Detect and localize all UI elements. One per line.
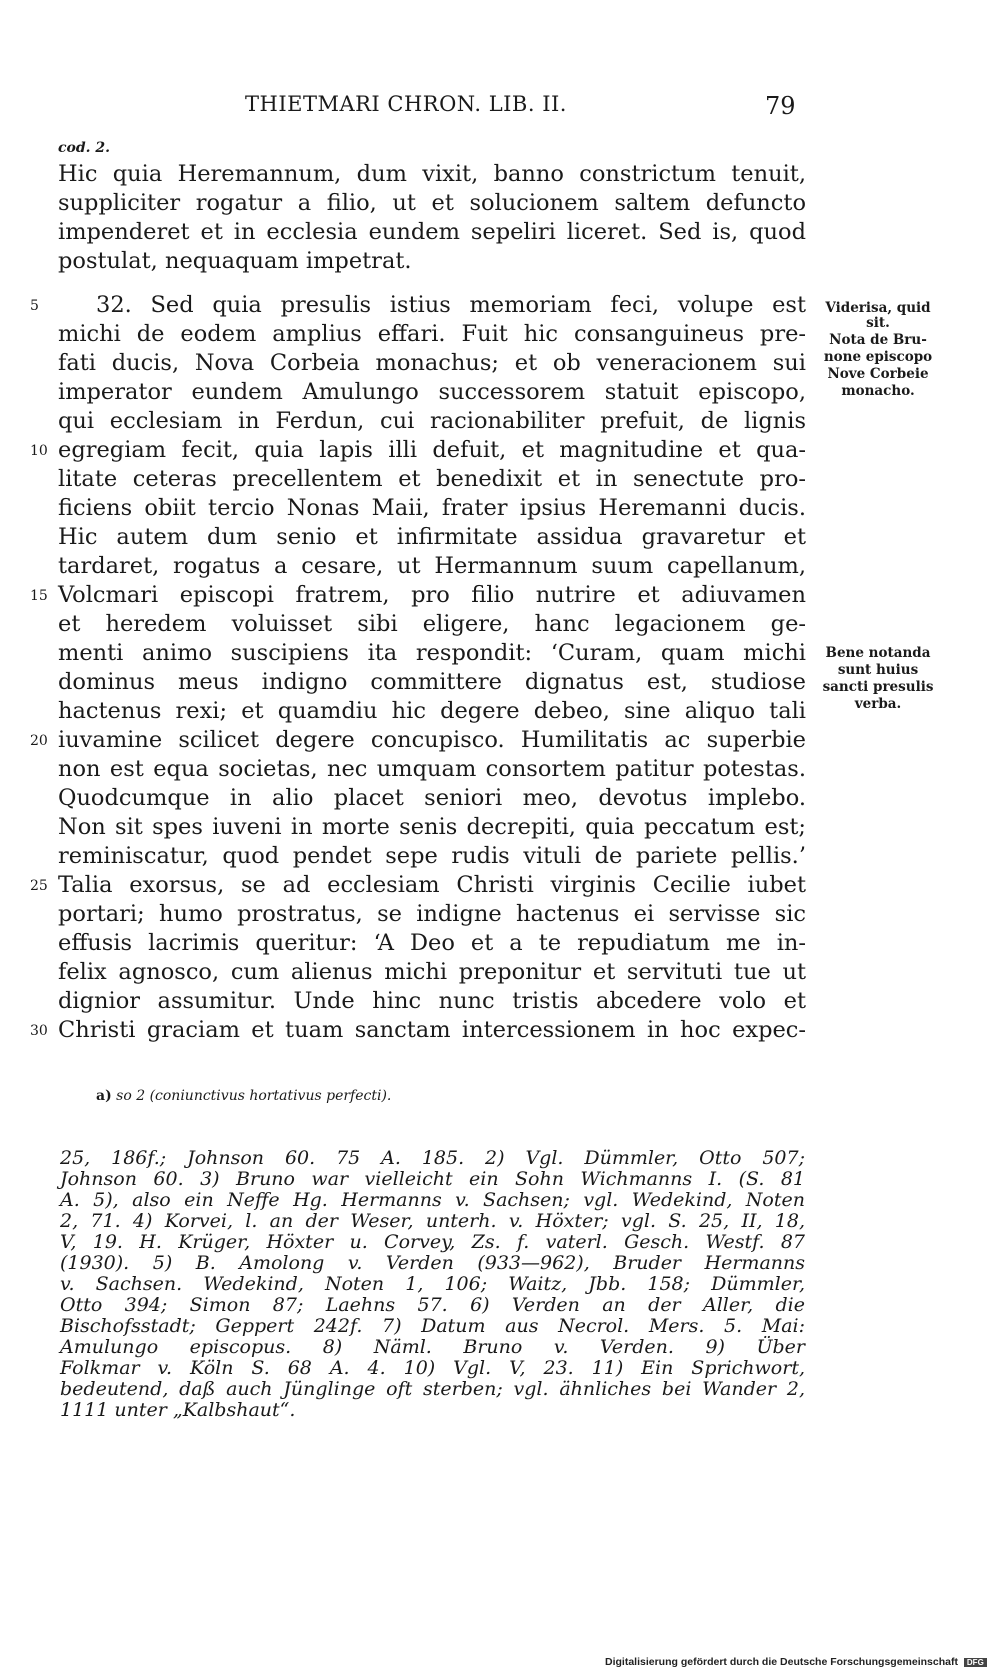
body-line: dominus meus indigno committere dignatus est, studiose bbox=[58, 669, 806, 695]
body-line: postulat, nequaquam impetrat. bbox=[58, 248, 412, 274]
line-number: 30 bbox=[30, 1023, 48, 1039]
margin-note-line: Bene notanda bbox=[825, 645, 931, 661]
page-number: 79 bbox=[765, 92, 796, 120]
margin-note-line: monacho. bbox=[841, 383, 915, 399]
body-line: dignior assumitur. Unde hinc nunc tristis abcedere volo et bbox=[58, 988, 806, 1014]
footnote-line: bedeutend, daß auch Jünglinge oft sterben; vgl. ähnliches bei Wander 2, bbox=[60, 1378, 805, 1400]
margin-note-line: sunt huius bbox=[837, 662, 919, 678]
margin-note-line: verba. bbox=[854, 696, 902, 712]
codex-label: cod. 2. bbox=[58, 140, 111, 156]
apparatus-note bbox=[96, 1088, 391, 1104]
line-number: 25 bbox=[30, 878, 48, 894]
body-line: egregiam fecit, quia lapis illi defuit, et magnitudine et qua- bbox=[58, 437, 806, 463]
line-number: 10 bbox=[30, 443, 48, 459]
footnote-line: Johnson 60. 3) Bruno war vielleicht ein Sohn Wichmanns I. (S. 81 bbox=[60, 1168, 805, 1190]
body-line: iuvamine scilicet degere concupisco. Humilitatis ac superbie bbox=[58, 727, 806, 753]
body-line: imperator eundem Amulungo successorem statuit episcopo, bbox=[58, 379, 806, 405]
body-line: portari; humo prostratus, se indigne hactenus ei servisse sic bbox=[58, 901, 806, 927]
footnote-line: Folkmar v. Köln S. 68 A. 4. 10) Vgl. V, 23. 11) Ein Sprichwort, bbox=[60, 1357, 805, 1379]
body-line: Hic quia Heremannum, dum vixit, banno constrictum tenuit, bbox=[58, 161, 806, 187]
body-line: Non sit spes iuveni in morte senis decrepiti, quia peccatum est; bbox=[58, 814, 806, 840]
footnote-line: Bischofsstadt; Geppert 242f. 7) Datum aus Necrol. Mers. 5. Mai: bbox=[60, 1315, 805, 1337]
dfg-logo: DFG bbox=[964, 1658, 987, 1667]
footnote-line: V, 19. H. Krüger, Höxter u. Corvey, Zs. f. vaterl. Gesch. Westf. 87 bbox=[60, 1231, 805, 1253]
footnote-line: Amulungo episcopus. 8) Näml. Bruno v. Verden. 9) Über bbox=[60, 1336, 805, 1358]
apparatus-text: so 2 (coniunctivus hortativus perfecti). bbox=[116, 1088, 392, 1104]
footnote-line: A. 5), also ein Neffe Hg. Hermanns v. Sachsen; vgl. Wedekind, Noten bbox=[60, 1189, 805, 1211]
body-line: michi de eodem amplius effari. Fuit hic consanguineus pre- bbox=[58, 321, 806, 347]
footnote-line: 1111 unter „Kalbshaut“. bbox=[60, 1399, 296, 1421]
margin-note-line: Nove Corbeie bbox=[827, 366, 929, 382]
body-line: impenderet et in ecclesia eundem sepeliri liceret. Sed is, quod bbox=[58, 219, 806, 245]
footnote-line: Otto 394; Simon 87; Laehns 57. 6) Verden an der Aller, die bbox=[60, 1294, 805, 1316]
margin-note-line: Nota de Bru- bbox=[829, 332, 927, 348]
body-line: fati ducis, Nova Corbeia monachus; et ob veneracionem sui bbox=[58, 350, 806, 376]
body-line: non est equa societas, nec umquam consortem patitur potestas. bbox=[58, 756, 806, 782]
body-line: reminiscatur, quod pendet sepe rudis vituli de pariete pellis.’ bbox=[58, 843, 806, 869]
body-line: felix agnosco, cum alienus michi preponitur et servituti tue ut bbox=[58, 959, 806, 985]
margin-note-viderisa: Viderisa, quid bbox=[825, 300, 931, 316]
apparatus-marker: a) bbox=[96, 1088, 112, 1104]
footnote-line: 25, 186f.; Johnson 60. 75 A. 185. 2) Vgl. Dümmler, Otto 507; bbox=[60, 1147, 805, 1169]
body-line: qui ecclesiam in Ferdun, cui racionabiliter prefuit, de lignis bbox=[58, 408, 806, 434]
margin-note-bene-notanda bbox=[808, 645, 948, 713]
line-number: 5 bbox=[30, 298, 39, 314]
body-line: suppliciter rogatur a filio, ut et solucionem saltem defuncto bbox=[58, 190, 806, 216]
line-number: 20 bbox=[30, 733, 48, 749]
digitization-credit bbox=[605, 1656, 987, 1668]
body-line: 32. Sed quia presulis istius memoriam feci, volupe est bbox=[96, 292, 806, 318]
footnote-line: 2, 71. 4) Korvei, l. an der Weser, unterh. v. Höxter; vgl. S. 25, II, 18, bbox=[60, 1210, 805, 1232]
credit-text: Digitalisierung gefördert durch die Deutsche Forschungsgemeinschaft bbox=[605, 1656, 958, 1668]
footnote-line: v. Sachsen. Wedekind, Noten 1, 106; Waitz, Jbb. 158; Dümmler, bbox=[60, 1273, 805, 1295]
body-line: Talia exorsus, se ad ecclesiam Christi virginis Cecilie iubet bbox=[58, 872, 806, 898]
footnote-line: (1930). 5) B. Amolong v. Verden (933—962), Bruder Hermanns bbox=[60, 1252, 805, 1274]
body-line: ficiens obiit tercio Nonas Maii, frater ipsius Heremanni ducis. bbox=[58, 495, 806, 521]
body-line: Christi graciam et tuam sanctam intercessionem in hoc expec- bbox=[58, 1017, 806, 1043]
body-line: litate ceteras precellentem et benedixit et in senectute pro- bbox=[58, 466, 806, 492]
body-line: Volcmari episcopi fratrem, pro filio nutrire et adiuvamen bbox=[58, 582, 806, 608]
body-line: tardaret, rogatus a cesare, ut Hermannum suum capellanum, bbox=[58, 553, 806, 579]
margin-note-line: none episcopo bbox=[823, 349, 933, 365]
body-line: effusis lacrimis queritur: ‘A Deo et a te repudiatum me in- bbox=[58, 930, 806, 956]
body-line: menti animo suscipiens ita respondit: ‘Curam, quam michi bbox=[58, 640, 806, 666]
running-header-title: THIETMARI CHRON. LIB. II. bbox=[245, 92, 567, 116]
line-number: 15 bbox=[30, 588, 48, 604]
margin-note-viderisa-tail: sit. bbox=[866, 315, 890, 331]
body-line: et heredem voluisset sibi eligere, hanc legacionem ge- bbox=[58, 611, 806, 637]
margin-note-line: sancti presulis bbox=[822, 679, 934, 695]
body-line: hactenus rexi; et quamdiu hic degere debeo, sine aliquo tali bbox=[58, 698, 806, 724]
margin-note-nota-bruno bbox=[808, 332, 948, 400]
body-line: Hic autem dum senio et infirmitate assidua gravaretur et bbox=[58, 524, 806, 550]
body-line: Quodcumque in alio placet seniori meo, devotus implebo. bbox=[58, 785, 806, 811]
